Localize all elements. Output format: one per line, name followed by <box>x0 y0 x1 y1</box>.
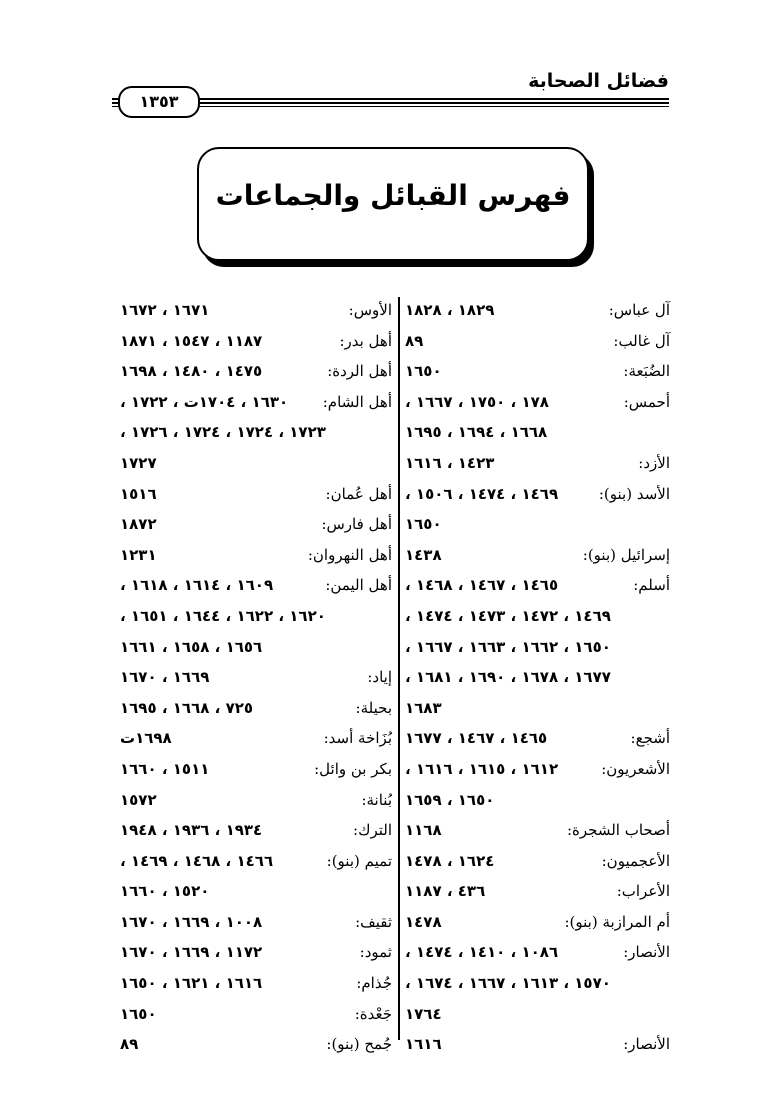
index-entry <box>120 387 392 418</box>
entry-label: الترك: <box>353 821 392 840</box>
entry-label: ثمود: <box>359 943 392 962</box>
index-entry <box>405 356 670 387</box>
entry-label: جَعْدة: <box>354 1004 392 1023</box>
index-entry <box>405 785 670 816</box>
entry-page-numbers: ١٤٧٨ <box>405 912 442 931</box>
entry-label: الأنصار: <box>623 943 670 962</box>
entry-label: بكر بن وائل: <box>314 759 392 778</box>
index-entry <box>120 417 392 448</box>
column-divider <box>398 297 400 1040</box>
entry-page-numbers: ١٧٢٣ ، ١٧٢٤ ، ١٧٢٤ ، ١٧٢٦ ، <box>120 423 326 442</box>
index-entry <box>120 662 392 693</box>
index-entry <box>405 448 670 479</box>
entry-label: الأنصار: <box>623 1035 670 1054</box>
entry-label: أسلم: <box>633 576 670 595</box>
page-number: ١٣٥٣ <box>118 86 200 118</box>
entry-page-numbers: ١٥٧٠ ، ١٦١٣ ، ١٦٦٧ ، ١٦٧٤ ، <box>405 974 611 993</box>
index-entry <box>405 846 670 877</box>
index-entry <box>120 509 392 540</box>
entry-page-numbers: ١٦٨٣ <box>405 698 442 717</box>
entry-page-numbers: ٨٩ <box>405 331 424 350</box>
entry-page-numbers: ١٤٣٨ <box>405 545 442 564</box>
entry-page-numbers: ١٦٧٧ ، ١٦٧٨ ، ١٦٩٠ ، ١٦٨١ ، <box>405 668 611 687</box>
index-entry <box>405 693 670 724</box>
entry-label: أصحاب الشجرة: <box>566 821 670 840</box>
entry-page-numbers: ١٤٦٦ ، ١٤٦٨ ، ١٤٦٩ ، <box>120 851 274 870</box>
index-entry <box>405 601 670 632</box>
index-entry <box>405 326 670 357</box>
entry-page-numbers: ١١٨٧ ، ١٥٤٧ ، ١٨٧١ <box>120 331 263 350</box>
entry-page-numbers: ١٤٦٥ ، ١٤٦٧ ، ١٦٧٧ <box>405 729 548 748</box>
index-entry <box>120 540 392 571</box>
entry-label: جُمح (بنو): <box>326 1035 392 1054</box>
index-entry <box>405 509 670 540</box>
entry-page-numbers: ١٤٦٥ ، ١٤٦٧ ، ١٤٦٨ ، <box>405 576 559 595</box>
entry-page-numbers: ١٦٦٩ ، ١٦٧٠ <box>120 668 210 687</box>
entry-page-numbers: ١٥١١ ، ١٦٦٠ <box>120 759 210 778</box>
entry-label: الأعراب: <box>616 882 670 901</box>
entry-label: أهل الشام: <box>322 392 392 411</box>
index-entry <box>120 326 392 357</box>
index-entry <box>405 295 670 326</box>
index-entry <box>120 693 392 724</box>
entry-page-numbers: ٧٢٥ ، ١٦٦٨ ، ١٦٩٥ <box>120 698 254 717</box>
index-entry <box>405 662 670 693</box>
index-entry <box>120 570 392 601</box>
index-entry <box>120 754 392 785</box>
entry-page-numbers: ١٠٨٦ ، ١٤١٠ ، ١٤٧٤ ، <box>405 943 559 962</box>
index-entry <box>405 723 670 754</box>
entry-page-numbers: ١٦٧١ ، ١٦٧٢ <box>120 301 210 319</box>
index-entry <box>120 876 392 907</box>
entry-page-numbers: ١٤٧٥ ، ١٤٨٠ ، ١٦٩٨ <box>120 362 263 381</box>
entry-page-numbers: ١٦٥٠ ، ١٦٦٢ ، ١٦٦٣ ، ١٦٦٧ ، <box>405 637 611 656</box>
index-entry <box>405 999 670 1030</box>
entry-label: أحمس: <box>623 392 670 411</box>
entry-page-numbers: ١٠٠٨ ، ١٦٦٩ ، ١٦٧٠ <box>120 912 263 931</box>
entry-page-numbers: ١١٦٨ <box>405 821 442 840</box>
entry-page-numbers: ١٦٥٠ <box>405 515 442 534</box>
entry-label: الأعجميون: <box>601 851 670 870</box>
entry-label: أهل اليمن: <box>325 576 392 595</box>
index-entry <box>405 417 670 448</box>
entry-page-numbers: ١٨٧٢ <box>120 515 157 534</box>
entry-page-numbers: ١٦٥٦ ، ١٦٥٨ ، ١٦٦١ <box>120 637 263 656</box>
entry-label: آل غالب: <box>613 331 670 350</box>
entry-page-numbers: ١٦١٦ <box>405 1035 442 1054</box>
left-index-column <box>120 295 392 1060</box>
entry-label: أهل النهروان: <box>307 545 392 564</box>
entry-page-numbers: ١٦٥٠ <box>405 362 442 381</box>
entry-label: تميم (بنو): <box>326 851 392 870</box>
entry-page-numbers: ١٦١٦ ، ١٦٢١ ، ١٦٥٠ <box>120 974 263 993</box>
entry-page-numbers: ١٧٦٤ <box>405 1004 442 1023</box>
entry-page-numbers: ١٦٠٩ ، ١٦١٤ ، ١٦١٨ ، <box>120 576 274 595</box>
entry-label: أهل بدر: <box>339 331 392 350</box>
entry-label: بحيلة: <box>355 698 392 717</box>
entry-page-numbers: ١٢٣١ <box>120 545 157 564</box>
index-entry <box>405 907 670 938</box>
entry-page-numbers: ١٦٣٠ ، ١٧٠٤ت ، ١٧٢٢ ، <box>120 392 289 411</box>
entry-label: أهل عُمان: <box>325 484 392 503</box>
entry-page-numbers: ٤٣٦ ، ١١٨٧ <box>405 882 486 901</box>
entry-label: أهل الردة: <box>327 362 392 381</box>
index-entry <box>405 754 670 785</box>
index-entry <box>120 479 392 510</box>
index-entry <box>405 387 670 418</box>
index-entry <box>120 815 392 846</box>
entry-page-numbers: ١٦١٢ ، ١٦١٥ ، ١٦١٦ ، <box>405 759 559 778</box>
entry-label: بُنانة: <box>361 790 392 809</box>
entry-label: آل عباس: <box>608 301 670 319</box>
entry-page-numbers: ١٦٩٨ت <box>120 729 172 748</box>
entry-page-numbers: ١١٧٢ ، ١٦٦٩ ، ١٦٧٠ <box>120 943 263 962</box>
index-entry <box>120 1029 392 1060</box>
entry-page-numbers: ١٩٣٤ ، ١٩٣٦ ، ١٩٤٨ <box>120 821 263 840</box>
entry-page-numbers: ١٦٢٤ ، ١٤٧٨ <box>405 851 495 870</box>
entry-page-numbers: ١٤٦٩ ، ١٤٧٢ ، ١٤٧٣ ، ١٤٧٤ ، <box>405 606 611 625</box>
index-entry <box>405 968 670 999</box>
index-entry <box>120 785 392 816</box>
entry-page-numbers: ١٦٥٠ ، ١٦٥٩ <box>405 790 495 809</box>
index-entry <box>120 907 392 938</box>
entry-label: جُذام: <box>356 974 392 993</box>
index-entry <box>120 448 392 479</box>
index-entry <box>405 815 670 846</box>
entry-page-numbers: ١٨٢٩ ، ١٨٢٨ <box>405 301 495 319</box>
entry-label: أهل فارس: <box>321 515 392 534</box>
entry-page-numbers: ١٧٢٧ <box>120 453 157 472</box>
index-entry <box>120 295 392 326</box>
index-title-box <box>197 147 589 261</box>
running-head-title: فضائل الصحابة <box>528 70 669 92</box>
index-entry <box>405 1029 670 1060</box>
entry-label: إياد: <box>367 668 392 687</box>
entry-label: أشجع: <box>630 729 670 748</box>
index-entry <box>120 356 392 387</box>
entry-page-numbers: ١٦٢٠ ، ١٦٢٢ ، ١٦٤٤ ، ١٦٥١ ، <box>120 606 326 625</box>
index-entry <box>405 479 670 510</box>
entry-page-numbers: ١٥١٦ <box>120 484 157 503</box>
entry-label: الضُبَعة: <box>623 362 670 381</box>
entry-page-numbers: ١٤٢٣ ، ١٦١٦ <box>405 453 495 472</box>
entry-label: الأزد: <box>638 453 670 472</box>
index-entry <box>405 570 670 601</box>
entry-label: الأوس: <box>348 301 392 319</box>
entry-label: الأسد (بنو): <box>598 484 670 503</box>
index-entry <box>405 876 670 907</box>
index-title: فهرس القبائل والجماعات <box>215 179 571 212</box>
right-index-column <box>405 295 670 1060</box>
entry-label: بُزَاخة أسد: <box>323 729 392 748</box>
entry-page-numbers: ١٥٧٢ <box>120 790 157 809</box>
entry-page-numbers: ١٧٨ ، ١٧٥٠ ، ١٦٦٧ ، <box>405 392 549 411</box>
entry-label: ثقيف: <box>355 912 392 931</box>
index-entry <box>120 999 392 1030</box>
index-entry <box>405 937 670 968</box>
entry-label: إسرائيل (بنو): <box>582 545 670 564</box>
index-entry <box>405 540 670 571</box>
entry-page-numbers: ١٦٦٨ ، ١٦٩٤ ، ١٦٩٥ <box>405 423 548 442</box>
index-entry <box>120 937 392 968</box>
index-entry <box>120 968 392 999</box>
index-entry <box>120 723 392 754</box>
index-entry <box>120 601 392 632</box>
entry-page-numbers: ١٦٥٠ <box>120 1004 157 1023</box>
entry-page-numbers: ٨٩ <box>120 1035 139 1054</box>
index-entry <box>120 846 392 877</box>
entry-page-numbers: ١٥٢٠ ، ١٦٦٠ <box>120 882 210 901</box>
index-entry <box>405 632 670 663</box>
entry-page-numbers: ١٤٦٩ ، ١٤٧٤ ، ١٥٠٦ ، <box>405 484 559 503</box>
index-entry <box>120 632 392 663</box>
entry-label: أم المرازبة (بنو): <box>564 912 670 931</box>
entry-label: الأشعريون: <box>601 759 670 778</box>
